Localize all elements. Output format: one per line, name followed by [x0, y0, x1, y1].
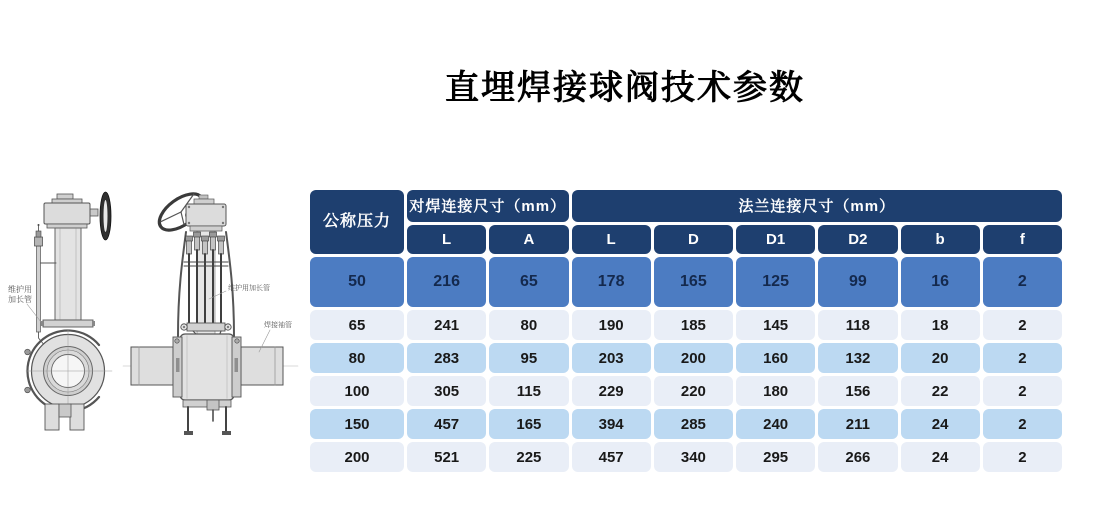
gearbox [186, 204, 226, 226]
gearbox [44, 203, 90, 224]
dimension-value-cell: 24 [901, 442, 980, 472]
gearbox-cap [57, 194, 73, 199]
dimension-value-cell: 2 [983, 310, 1062, 340]
column-header-A: A [489, 225, 568, 254]
column-header-L-flange: L [572, 225, 651, 254]
column-header-D1: D1 [736, 225, 815, 254]
pipe-stub-left [131, 347, 173, 385]
extension-column [55, 228, 81, 320]
dimension-value-cell: 2 [983, 442, 1062, 472]
dimension-value-cell: 340 [654, 442, 733, 472]
guard-tube [226, 232, 234, 336]
dimension-value-cell: 457 [407, 409, 486, 439]
dimension-value-cell: 115 [489, 376, 568, 406]
dimension-value-cell: 18 [901, 310, 980, 340]
dimension-value-cell: 2 [983, 376, 1062, 406]
valve-leg [70, 404, 84, 430]
dimension-value-cell: 16 [901, 257, 980, 307]
weld-sleeve-label: 焊接袖管 [264, 322, 292, 329]
dimension-value-cell: 22 [901, 376, 980, 406]
dimension-value-cell: 20 [901, 343, 980, 373]
valve-body-front [180, 334, 234, 400]
dimension-value-cell: 160 [736, 343, 815, 373]
dimension-value-cell: 178 [572, 257, 651, 307]
dimension-value-cell: 156 [818, 376, 897, 406]
dimension-value-cell: 220 [654, 376, 733, 406]
dimension-value-cell: 285 [654, 409, 733, 439]
pressure-value-cell: 50 [310, 257, 404, 307]
spec-table [310, 190, 1062, 472]
extension-rods [186, 232, 225, 324]
maintenance-pipe-label-line1: 维护用 [8, 285, 32, 294]
dimension-value-cell: 190 [572, 310, 651, 340]
dimension-value-cell: 203 [572, 343, 651, 373]
header-group-flange: 法兰连接尺寸（mm） [572, 190, 1063, 222]
dimension-value-cell: 200 [654, 343, 733, 373]
column-header-b: b [901, 225, 980, 254]
column-header-D2: D2 [818, 225, 897, 254]
dimension-value-cell: 211 [818, 409, 897, 439]
stem-flange [43, 320, 93, 327]
right-valve-drawing [123, 187, 298, 435]
handwheel-hole [104, 200, 108, 232]
column-header-D: D [654, 225, 733, 254]
column-header-L-weld: L [407, 225, 486, 254]
pressure-value-cell: 100 [310, 376, 404, 406]
dimension-value-cell: 65 [489, 257, 568, 307]
dimension-value-cell: 240 [736, 409, 815, 439]
dimension-value-cell: 229 [572, 376, 651, 406]
dimension-value-cell: 132 [818, 343, 897, 373]
valve-drawings [0, 0, 310, 516]
dimension-value-cell: 165 [654, 257, 733, 307]
pipe-stub-right [241, 347, 283, 385]
header-group-buttweld: 对焊连接尺寸（mm） [407, 190, 569, 222]
stem-flange [187, 323, 225, 331]
dimension-value-cell: 225 [489, 442, 568, 472]
pressure-value-cell: 80 [310, 343, 404, 373]
pressure-value-cell: 150 [310, 409, 404, 439]
dimension-value-cell: 457 [572, 442, 651, 472]
dimension-value-cell: 95 [489, 343, 568, 373]
dimension-value-cell: 24 [901, 409, 980, 439]
dimension-value-cell: 241 [407, 310, 486, 340]
valve-leg [45, 404, 59, 430]
dimension-value-cell: 2 [983, 257, 1062, 307]
dimension-value-cell: 80 [489, 310, 568, 340]
dimension-value-cell: 2 [983, 343, 1062, 373]
dimension-value-cell: 180 [736, 376, 815, 406]
pressure-value-cell: 65 [310, 310, 404, 340]
page-title: 直埋焊接球阀技术参数 [445, 69, 805, 107]
dimension-value-cell: 2 [983, 409, 1062, 439]
dimension-value-cell: 266 [818, 442, 897, 472]
dimension-value-cell: 295 [736, 442, 815, 472]
dimension-value-cell: 99 [818, 257, 897, 307]
dimension-value-cell: 118 [818, 310, 897, 340]
maintenance-pipe-label: 维护用加长管 [228, 285, 270, 292]
gearbox-base [47, 224, 87, 228]
dimension-value-cell: 185 [654, 310, 733, 340]
dimension-value-cell: 216 [407, 257, 486, 307]
dimension-value-cell: 165 [489, 409, 568, 439]
dimension-value-cell: 305 [407, 376, 486, 406]
dimension-value-cell: 125 [736, 257, 815, 307]
dimension-value-cell: 145 [736, 310, 815, 340]
pressure-value-cell: 200 [310, 442, 404, 472]
maintenance-pipe-label-line2: 加长管 [8, 295, 32, 304]
dimension-value-cell: 283 [407, 343, 486, 373]
column-header-f: f [983, 225, 1062, 254]
guard-tube [178, 232, 186, 336]
dimension-value-cell: 521 [407, 442, 486, 472]
dimension-value-cell: 394 [572, 409, 651, 439]
left-valve-drawing [8, 192, 112, 430]
header-nominal-pressure: 公称压力 [310, 190, 404, 254]
